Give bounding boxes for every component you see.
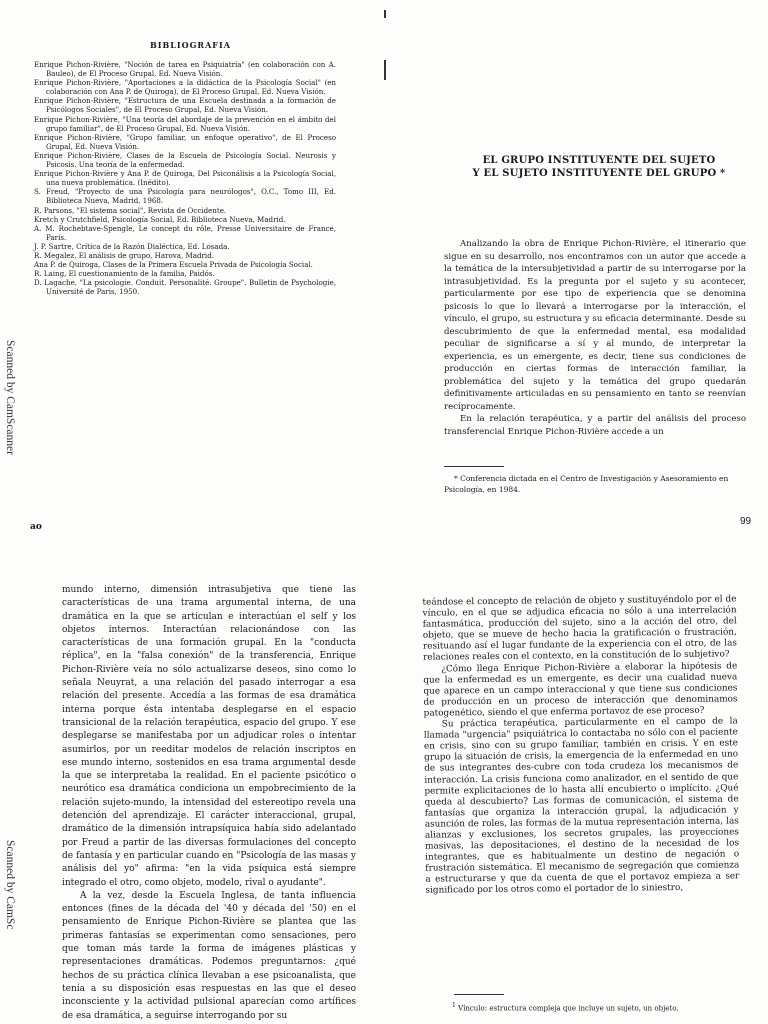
bibliography-heading: BIBLIOGRAFIA	[150, 40, 231, 50]
bibliography-entry: R. Laing, El cuestionamiento de la familia, Paidós.	[34, 269, 215, 279]
continuation-page-right	[384, 540, 768, 1024]
bibliography-entry: Ana P. de Quiroga, Clases de la Primera Escuela Privada de Psicología Social.	[34, 260, 313, 270]
corner-mark: ao	[30, 522, 42, 532]
chapter-footnote: * Conferencia dictada en el Centro de Investigación y Asesoramiento en Psicología, en 1984.	[444, 474, 729, 494]
continuation-paragraph: ¿Cómo llega Enrique Pichon-Rivière a elaborar la hipótesis de que la enfermedad es un emergente, es decir una cualidad nueva que aparece en un campo interaccional y que tiene sus condiciones de producción en un proceso de interacción que denominamos patogenético, siendo el que enferma portavoz de ese proceso?	[423, 660, 738, 719]
bibliography-entry: Enrique Pichon-Rivière, "Aportaciones a la didáctica de la Psicología Social" (en colaboración con Ana P. de Quiroga), de El Proceso Grupal, Ed. Nueva Visión.	[34, 78, 336, 97]
bibliography-page	[0, 0, 384, 540]
bibliography-entry: R. Megalez, El análisis de grupo, Harova, Madrid.	[34, 250, 214, 260]
continuation-body-right	[422, 594, 739, 897]
continuation-footnote	[452, 1002, 752, 1012]
continuation-paragraph: mundo interno, dimensión intrasubjetiva que tiene las características de una trama argumental interna, de una dramática en la que se articulan e interactúan el self y los objetos internos. Interactúan relacionándose con las características de una formación grupal. En la "conducta réplica", en la "falsa conexión" de la transferencia, Enrique Pichon-Rivière veía no sólo actualizarse deseos, sino como lo señala Neuyrat, a una relación del pasado interrogar a esa relación del presente. Accedía a las formas de esa dramática interna porque ésta intentaba desplegarse en el espacio transicional de la relación terapéutica, espacio del grupo. Y ese desplegarse se manifestaba por un adjudicar roles o intentar asumirlos, por un reeditar modelos de relación inscriptos en ese mundo interno, sostenidos en esa trama argumental desde la que se interpretaba la realidad. En el paciente psicótico o neurótico esa dramática condiciona un empobrecimiento de la relación sujeto-mundo, la intensidad del estereotipo revela una detención del aprendizaje. El carácter interaccional, grupal, dramático de la dimensión intrapsíquica había sido adelantado por Freud a partir de las diversas formulaciones del concepto de fantasía y en particular cuando en "Psicología de las masas y análisis del yo" afirma: "en la vida psíquica está siempre integrado el otro, como objeto, modelo, rival o ayudante".	[62, 585, 356, 888]
bibliography-entry: R. Parsons, "El sistema social", Revista de Occidente.	[34, 205, 227, 215]
bibliography-entry: J. P. Sartre, Crítica de la Razón Dialéctica, Ed. Losada.	[34, 241, 230, 251]
continuation-paragraph: Su práctica terapéutica, particularmente en el campo de la llamada "urgencia" psiquiátrica lo contactaba no sólo con el paciente en crisis, sino con su grupo familiar, también en crisis. Y en este grupo la situación de crisis, la emergencia de la enfermedad en uno de sus integrantes des-cubre con toda crudeza los mecanismos de interacción. La crisis funciona como analizador, en el sentido de que permite explicitaciones de lo hasta allí encubierto o implícito. ¿Qué queda al descubierto? Las formas de comunicación, el sistema de fantasías que organiza la interacción grupal, la adjudicación y asunción de roles, las formas de la mutua representación interna, las alianzas y exclusiones, los secretos grupales, las proyecciones masivas, las depositaciones, el destino de la necesidad de los integrantes, que es habitualmente un destino de negación o frustración sistemática. El mecanismo de segregación que comienza a estructurarse y que da cuenta de que el portavoz empieza a ser significado por los otros como el portador de lo siniestro,	[423, 716, 740, 897]
bibliography-entry: Kretch y Crutchfield, Psicología Social, Ed. Biblioteca Nueva, Madrid.	[34, 214, 286, 224]
footnote-marker: 1	[452, 1002, 456, 1009]
chapter-title-line-2: Y EL SUJETO INSTITUYENTE DEL GRUPO *	[472, 168, 726, 179]
continuation-paragraph: teándose el concepto de relación de objeto y sustituyéndolo por el de vínculo, en el que se adjudica eficacia no sólo a una interrelación fantasmática, producción del sujeto, sino a la acción del otro, del objeto, que se mueve de hecho hacia la gratificación o frustración, resituando así el lugar fundante de la experiencia con el otro, de las relaciones reales con el contexto, en la constitución de lo subjetivo?	[422, 594, 737, 664]
continuation-body-left	[62, 584, 356, 1023]
bibliography-entry: Enrique Pichon-Rivière, "Grupo familiar, un enfoque operativo", de El Proceso Grupal, Ed. Nueva Visión.	[34, 132, 336, 151]
chapter-paragraph: Analizando la obra de Enrique Pichon-Rivière, el itinerario que sigue en su desarrollo, nos encontramos con un autor que accede a la temática de la intersubjetividad a partir de su interrogarse por la intrasubjetividad. Es la pregunta por el sujeto y su acontecer, particularmente por ese tipo de experiencia que se denomina psicosis lo que lo llevará a interrogarse por la interacción, el vínculo, el grupo, su estructura y su eficacia determinante. Desde su descubrimiento de que la enfermedad mental, esa modalidad peculiar de significarse a sí y al mundo, de interpretar la experiencia, es un emergente, es decir, tiene sus condiciones de producción en ciertas formas de interacción familiar, la problemática del sujeto y la temática del grupo quedarán definitivamente articuladas en su pensamiento en tanto se reenvían recíprocamente.	[444, 239, 746, 412]
footnote-text: Vínculo: estructura compleja que incluye un sujeto, un objeto,	[458, 1004, 679, 1013]
page-tick	[384, 10, 386, 18]
bibliography-entry: D. Lagache, "La psicologie. Conduit. Personalité. Groupe". Bulletin de Psychologie, Université de Paris, 1950.	[34, 278, 336, 297]
page-number: 99	[740, 516, 752, 527]
bibliography-entry: Enrique Pichon-Rivière, "Noción de tarea en Psiquiatría" (en colaboración con A. Bauleo), de El Proceso Grupal, Ed. Nueva Visión.	[34, 60, 336, 79]
bibliography-entry: S. Freud, "Proyecto de una Psicología para neurólogos", O.C., Tomo III, Ed. Biblioteca Nueva, Madrid, 1968.	[34, 187, 336, 206]
bibliography-entry: Enrique Pichon-Rivière y Ana P. de Quiroga, Del Psiconálisis a la Psicología Social, una nueva problemática. (Inédito).	[34, 169, 336, 188]
chapter-title	[444, 154, 754, 180]
footnote-rule	[454, 994, 504, 995]
chapter-page	[384, 0, 768, 540]
continuation-paragraph: A la vez, desde la Escuela Inglesa, de tanta influencia entonces (fines de la década del '40 y década del '50) en el pensamiento de Enrique Pichon-Rivière se plantea que las primeras fantasías se experimentan como sensaciones, pero que toman más tarde la forma de imágenes plásticas y representaciones dramáticas. Podemos preguntarnos: ¿qué hechos de su práctica clínica llevaban a ese psicoanalista, que tenía a su disposición esas respuestas en las que el deseo inconsciente y la actividad pulsional aparecían como artífices de esa dramática, a seguirse interrogando por su	[62, 890, 356, 1021]
bibliography-entry: Enrique Pichon-Rivière, "Una teoría del abordaje de la prevención en el ámbito del grupo familiar", de El Proceso Grupal, Ed. Nueva Visión.	[34, 114, 336, 133]
bibliography-list	[34, 60, 336, 296]
bibliography-entry: Enrique Pichon-Rivière, "Estructura de una Escuela destinada a la formación de Psicólogos Sociales", de El Proceso Grupal, Ed. Nueva Visión.	[34, 96, 336, 115]
chapter-title-line-1: EL GRUPO INSTITUYENTE DEL SUJETO	[482, 155, 716, 166]
chapter-paragraph: En la relación terapéutica, y a partir del análisis del proceso transferencial Enrique Pichon-Rivière accede a un	[444, 414, 746, 437]
bibliography-entry: A. M. Rochebtave-Spengle, Le concept du rôle, Presse Universitaire de France, París.	[34, 223, 336, 242]
footnote-rule	[444, 466, 504, 467]
scanner-watermark: Scanned by CamScanner	[4, 340, 16, 455]
page-tick	[384, 60, 386, 80]
chapter-body	[444, 238, 746, 438]
scanner-watermark: Scanned by CamSc	[4, 840, 16, 930]
continuation-page-left	[0, 540, 384, 1024]
bibliography-entry: Enrique Pichon-Rivière, Clases de la Escuela de Psicología Social. Neurosis y Psicosis. Una teoría de la enfermedad.	[34, 150, 336, 170]
